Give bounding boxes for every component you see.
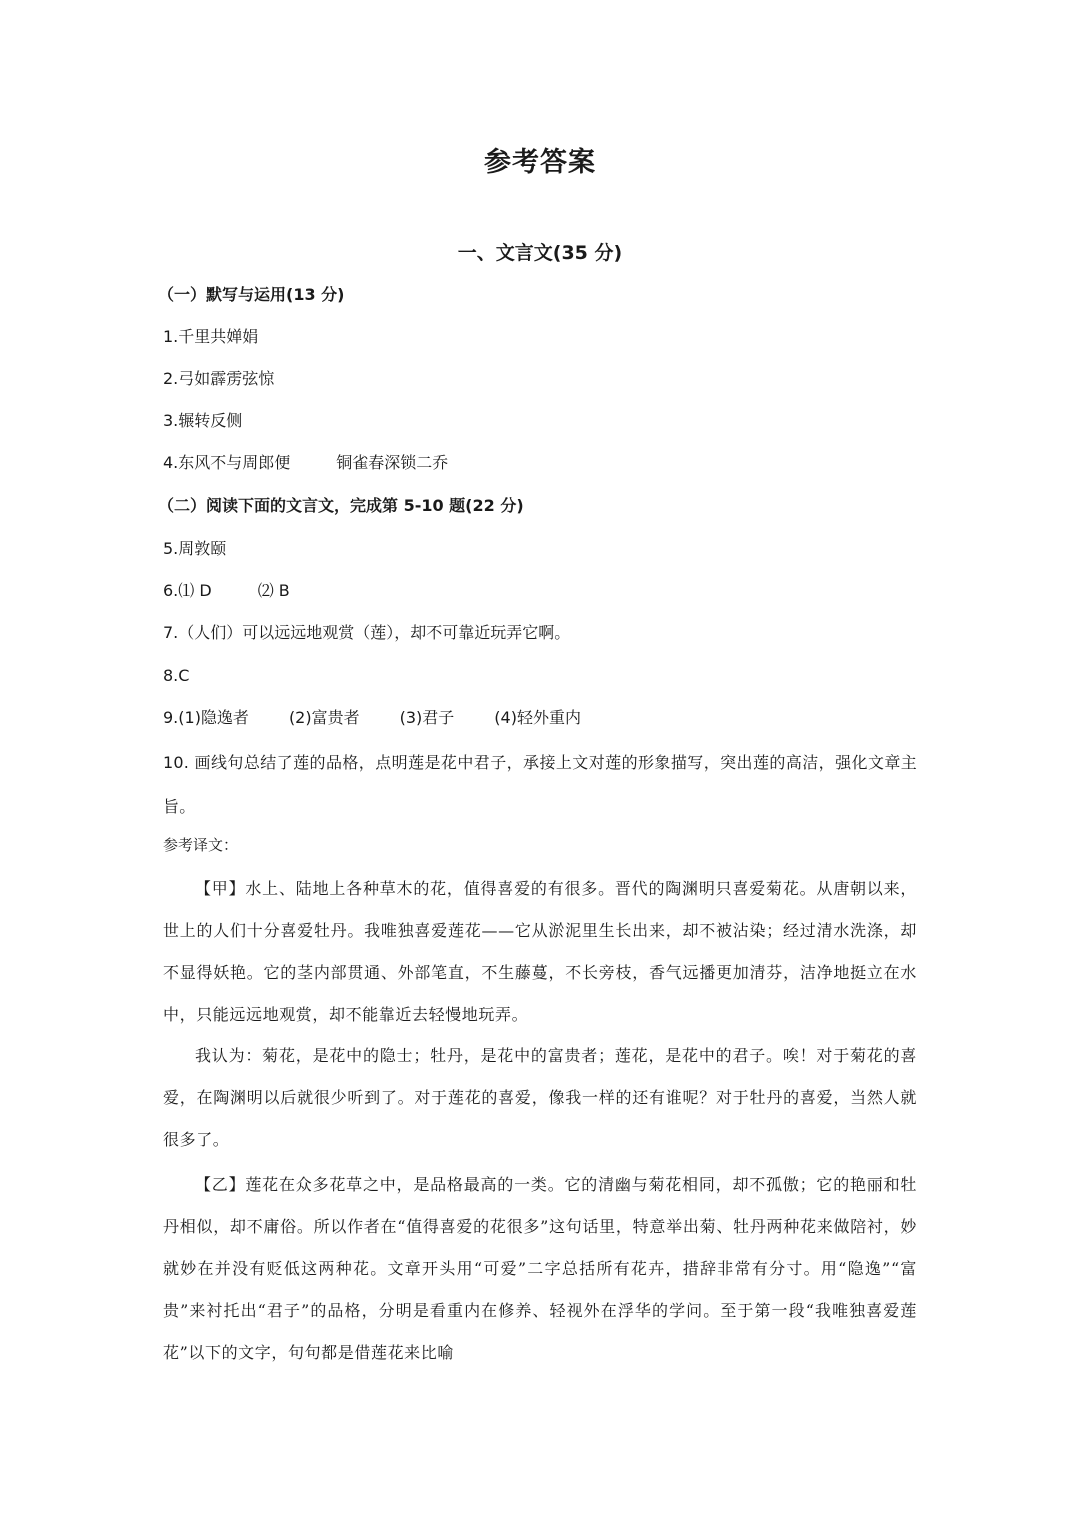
answer-9-part-2: (2)富贵者 xyxy=(288,708,360,727)
answer-6-part-1: 6.⑴ D xyxy=(163,581,212,600)
answer-9-part-1: 9.(1)隐逸者 xyxy=(163,708,249,727)
answer-4 xyxy=(163,451,448,475)
answer-4-part-b: 铜雀春深锁二乔 xyxy=(336,453,449,472)
answer-9-part-4: (4)轻外重内 xyxy=(494,708,581,727)
answer-4-part-a: 4.东风不与周郎便 xyxy=(163,453,291,472)
subsection-heading-1: （一）默写与运用(13 分) xyxy=(158,285,345,304)
answer-8: 8.C xyxy=(163,666,190,685)
answer-1: 1.千里共婵娟 xyxy=(163,327,259,346)
translation-paragraph-2: 我认为：菊花，是花中的隐士；牡丹，是花中的富贵者；莲花，是花中的君子。唉！对于菊花的喜爱，在陶渊明以后就很少听到了。对于莲花的喜爱，像我一样的还有谁呢？对于牡丹的喜爱，当然人就很多了。 xyxy=(163,1046,917,1149)
reference-translation-label: 参考译文： xyxy=(163,836,239,854)
answer-9-part-3: (3)君子 xyxy=(399,708,455,727)
answer-6 xyxy=(163,579,290,603)
subsection-heading-2: （二）阅读下面的文言文，完成第 5-10 题(22 分) xyxy=(158,496,524,515)
answer-9 xyxy=(163,706,581,730)
translation-paragraph-3: 【乙】莲花在众多花草之中，是品格最高的一类。它的清幽与菊花相同，却不孤傲；它的艳丽和牡丹相似，却不庸俗。所以作者在“值得喜爱的花很多”这句话里，特意举出菊、牡丹两种花来做陪衬，妙就妙在并没有贬低这两种花。文章开头用“可爱”二字总括所有花卉，措辞非常有分寸。用“隐逸”“富贵”来衬托出“君子”的品格，分明是看重内在修养、轻视外在浮华的学问。至于第一段“我唯独喜爱莲花”以下的文字，句句都是借莲花来比喻 xyxy=(163,1175,917,1362)
answer-10: 10. 画线句总结了莲的品格，点明莲是花中君子，承接上文对莲的形象描写，突出莲的高洁，强化文章主旨。 xyxy=(163,753,917,816)
answer-3: 3.辗转反侧 xyxy=(163,411,243,430)
translation-paragraph-1: 【甲】水上、陆地上各种草木的花，值得喜爱的有很多。晋代的陶渊明只喜爱菊花。从唐朝以来，世上的人们十分喜爱牡丹。我唯独喜爱莲花——它从淤泥里生长出来，却不被沾染；经过清水洗涤，却不显得妖艳。它的茎内部贯通、外部笔直，不生藤蔓，不长旁枝，香气远播更加清芬，洁净地挺立在水中，只能远远地观赏，却不能靠近去轻慢地玩弄。 xyxy=(163,879,917,1024)
answer-7: 7.（人们）可以远远地观赏（莲），却不可靠近玩弄它啊。 xyxy=(163,623,571,642)
section-heading: 一、文言文(35 分) xyxy=(457,242,623,264)
answer-2: 2.弓如霹雳弦惊 xyxy=(163,369,275,388)
page-title: 参考答案 xyxy=(484,147,596,178)
answer-6-part-2: ⑵ B xyxy=(257,581,290,600)
answer-5: 5.周敦颐 xyxy=(163,539,227,558)
